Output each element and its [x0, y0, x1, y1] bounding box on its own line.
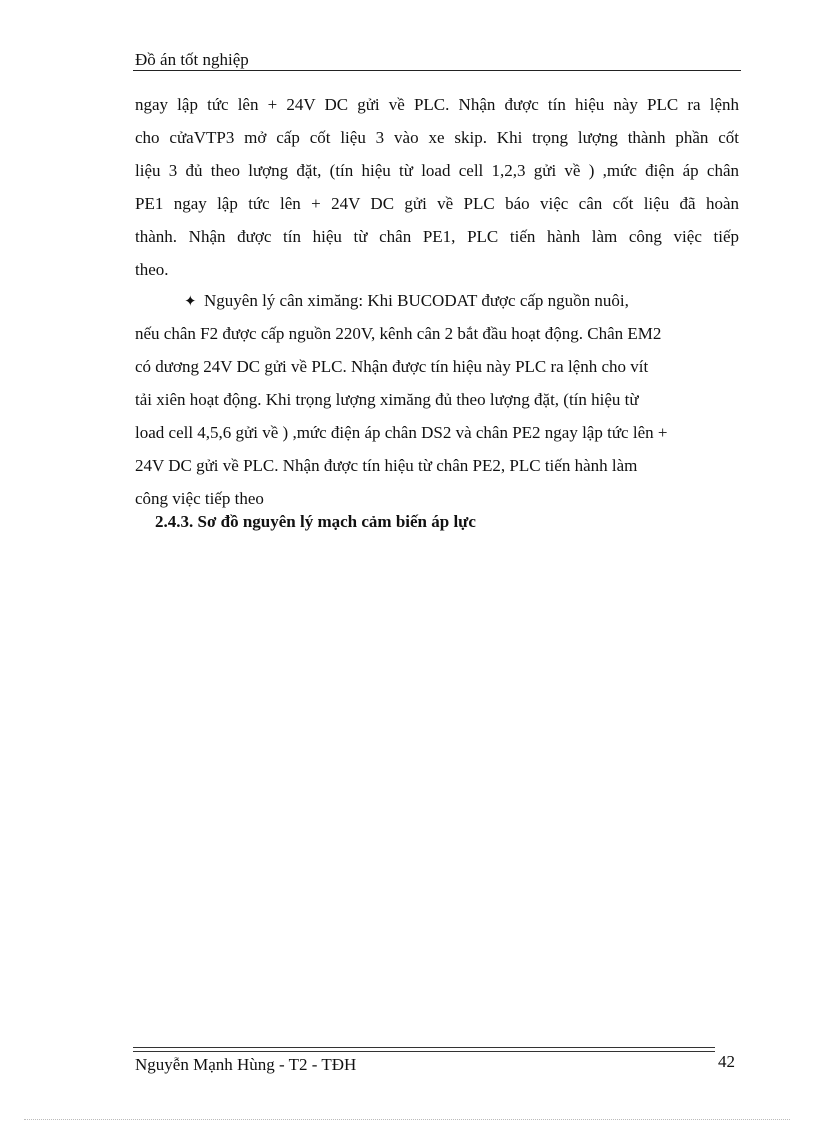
- footer-rule: [133, 1047, 715, 1048]
- text-line: cho cửaVTP3 mở cấp cốt liệu 3 vào xe skip. Khi trọng lượng thành phần cốt: [135, 128, 739, 147]
- text-line: Nguyên lý cân ximăng: Khi BUCODAT được cấp nguồn nuôi,: [204, 291, 629, 310]
- four-point-star-icon: ✦: [184, 294, 197, 310]
- text-line: công việc tiếp theo: [135, 489, 264, 508]
- text-line: 24V DC gửi về PLC. Nhận được tín hiệu từ chân PE2, PLC tiến hành làm: [135, 456, 638, 475]
- paragraph-1: [135, 88, 739, 286]
- page-edge: [24, 1119, 790, 1120]
- footer-rule: [133, 1051, 715, 1052]
- text-line: ngay lập tức lên + 24V DC gửi về PLC. Nhận được tín hiệu này PLC ra lệnh: [135, 95, 739, 114]
- paragraph-2: [135, 284, 739, 515]
- text-line: theo.: [135, 260, 169, 279]
- text-line: load cell 4,5,6 gửi về ) ,mức điện áp chân DS2 và chân PE2 ngay lập tức lên +: [135, 423, 668, 442]
- header-title: Đồ án tốt nghiệp: [135, 50, 249, 69]
- text-line: PE1 ngay lập tức lên + 24V DC gửi về PLC báo việc cân cốt liệu đã hoàn: [135, 194, 739, 213]
- bullet-line: [135, 284, 739, 317]
- footer-author: Nguyễn Mạnh Hùng - T2 - TĐH: [135, 1055, 357, 1074]
- text-line: nếu chân F2 được cấp nguồn 220V, kênh cân 2 bắt đầu hoạt động. Chân EM2: [135, 324, 662, 343]
- section-heading: 2.4.3. Sơ đồ nguyên lý mạch cảm biến áp lực: [155, 512, 476, 531]
- text-line: thành. Nhận được tín hiệu từ chân PE1, PLC tiến hành làm công việc tiếp: [135, 227, 739, 246]
- page-number: 42: [718, 1052, 735, 1071]
- header-rule: [133, 70, 741, 71]
- text-line: tải xiên hoạt động. Khi trọng lượng ximăng đủ theo lượng đặt, (tín hiệu từ: [135, 390, 639, 409]
- text-line: có dương 24V DC gửi về PLC. Nhận được tín hiệu này PLC ra lệnh cho vít: [135, 357, 649, 376]
- text-line: liệu 3 đủ theo lượng đặt, (tín hiệu từ load cell 1,2,3 gửi về ) ,mức điện áp chân: [135, 161, 739, 180]
